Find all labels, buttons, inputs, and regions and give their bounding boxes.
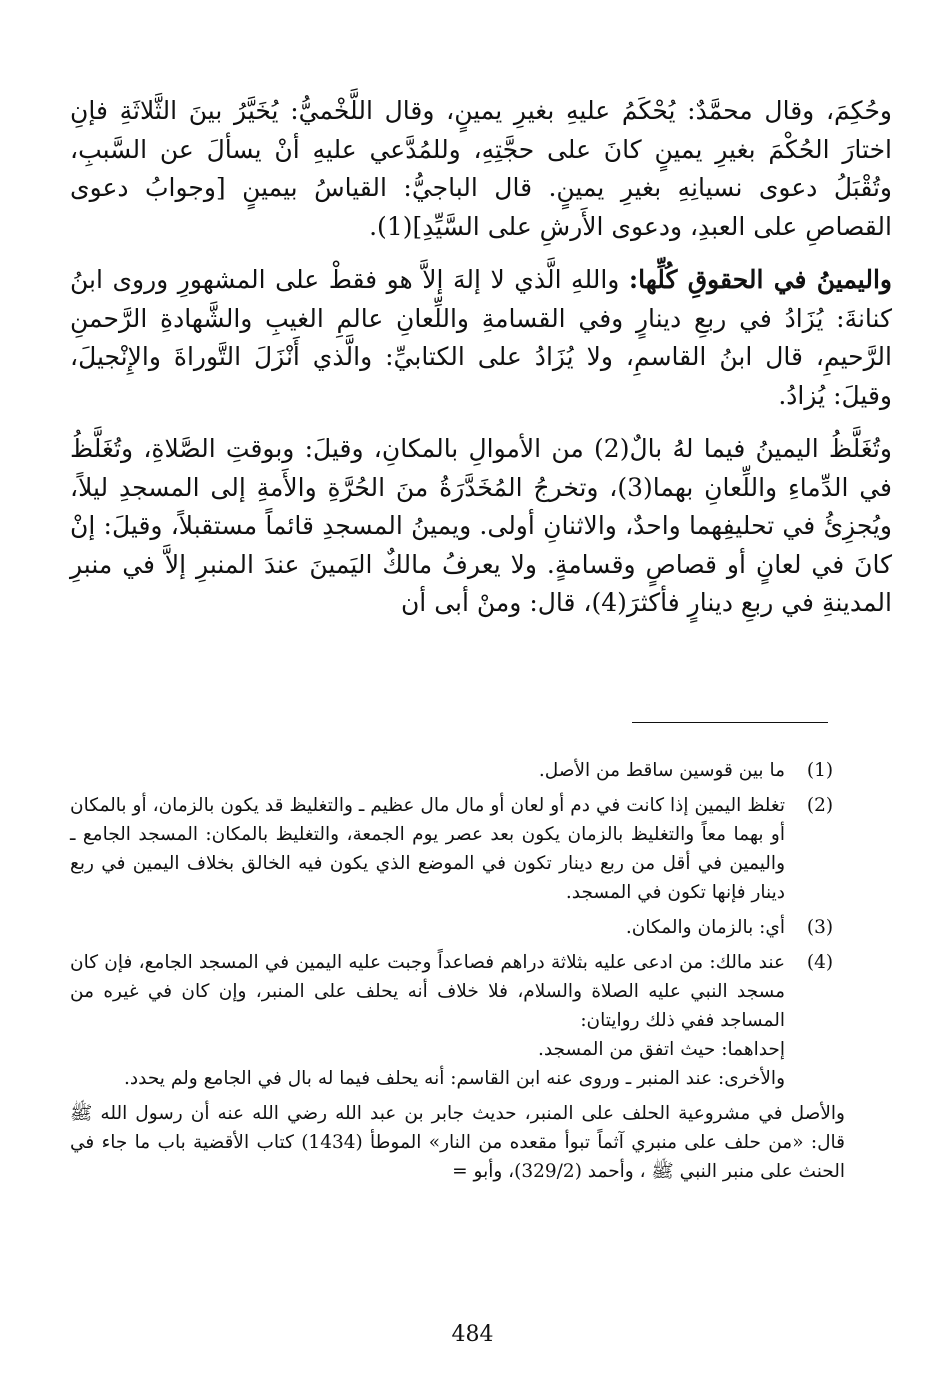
footnote-text: والأصل في مشروعية الحلف على المنبر، حديث جابر بن عبد الله رضي الله عنه أن رسول الله ﷺ قال: «من حلف على منبري آثماً تبوأ مقعده من النار» الموطأ (1434) كتاب الأقضية باب ما جاء في الحنث على منبر النبي ﷺ ، وأحمد (329/2)، وأبو =	[70, 1103, 845, 1182]
footnote-divider	[632, 722, 828, 723]
page-number: 484	[451, 1322, 494, 1347]
footnote-text: والأخرى: عند المنبر ـ وروى عنه ابن القاسم: أنه يحلف فيما له بال في الجامع ولم يحدد.	[124, 1068, 785, 1089]
footnote-3	[70, 913, 845, 942]
body-paragraph-2	[70, 261, 892, 415]
footnote-text: أي: بالزمان والمكان.	[625, 917, 785, 938]
main-text-block	[70, 92, 892, 623]
footnote-text: إحداهما: حيث اتفق من المسجد.	[537, 1039, 785, 1060]
footnote-4	[70, 948, 845, 1093]
footnote-number: (4)	[806, 952, 834, 973]
paragraph-lead: واليمينُ في الحقوقِ كُلِّها:	[628, 265, 892, 294]
footnote-text: عند مالك: من ادعى عليه بثلاثة دراهم فصاعداً وجبت عليه اليمين في المسجد الجامع، فإن كان مسجد النبي عليه الصلاة والسلام، فلا خلاف أنه يحلف على المنبر، وإن كان في غيره من المساجد ففي ذلك روايتان:	[70, 952, 785, 1031]
footnote-text: ما بين قوسين ساقط من الأصل.	[538, 760, 785, 781]
footnote-4-continuation	[70, 1099, 845, 1186]
body-paragraph-3	[70, 430, 892, 623]
paragraph-text: وتُغَلَّظُ اليمينُ فيما لهُ بالٌ(2) من الأموالِ بالمكانِ، وقيلَ: وبوقتِ الصَّلاةِ، وتُغَلَّظُ في الدِّماءِ واللِّعانِ بهما(3)، وتخرجُ المُخَدَّرَةُ منَ الحُرَّةِ والأَمةِ إلى المسجدِ ليلاً، ويُجزِئُ في تحليفِهما واحدٌ، والاثنانِ أولى. ويمينُ المسجدِ قائماً مستقبلاً، وقيلَ: إنْ كانَ في لعانٍ أو قصاصٍ وقسامةٍ. ولا يعرفُ مالكٌ اليَمينَ عندَ المنبرِ إلاَّ في منبرِ المدينةِ في ربعِ دينارٍ فأكثرَ(4)، قال: ومنْ أبى أن	[70, 434, 892, 617]
footnote-number: (1)	[806, 760, 834, 781]
footnote-2	[70, 791, 845, 907]
body-paragraph-1	[70, 92, 892, 246]
footnote-1	[70, 756, 845, 785]
footnote-number: (2)	[806, 795, 834, 816]
paragraph-text: وحُكِمَ، وقال محمَّدٌ: يُحْكَمُ عليهِ بغيرِ يمينٍ، وقال اللَّخْميُّ: يُخَيَّرُ بينَ الثَّلاثَةِ فإنِ اختارَ الحُكْمَ بغيرِ يمينٍ كانَ على حجَّتِهِ، وللمُدَّعي عليهِ أنْ يسألَ عن السَّببِ، وتُقْبَلُ دعوى نسيانِهِ بغيرِ يمينٍ. قال الباجيُّ: القياسُ بيمينٍ [وجوابُ دعوى القصاصِ على العبدِ، ودعوى الأَرشِ على السَّيِّدِ](1).	[70, 96, 892, 241]
paragraph-text: واللهِ الَّذي لا إلهَ إلاَّ هو فقطْ على المشهورِ وروى ابنُ كنانةَ: يُزَادُ في ربعِ دينارٍ وفي القسامةِ واللِّعانِ عالمِ الغيبِ والشَّهادةِ الرَّحمنِ الرَّحيمِ، قال ابنُ القاسمِ، ولا يُزَادُ على الكتابيِّ: والَّذي أَنْزَلَ التَّوراةَ والإِنْجيلَ، وقيلَ: يُزادُ.	[70, 265, 892, 410]
footnote-text: تغلظ اليمين إذا كانت في دم أو لعان أو مال مال عظيم ـ والتغليظ قد يكون بالزمان، أو بالمكان أو بهما معاً والتغليظ بالزمان يكون بعد عصر يوم الجمعة، والتغليظ بالمكان: المسجد الجامع ـ واليمين في أقل من ربع دينار تكون في الموضع الذي يكون فيه الخالق بخلاف اليمين في ربع دينار فإنها تكون في المسجد.	[70, 795, 785, 903]
footnotes-section	[70, 756, 845, 1186]
footnote-number: (3)	[806, 917, 834, 938]
